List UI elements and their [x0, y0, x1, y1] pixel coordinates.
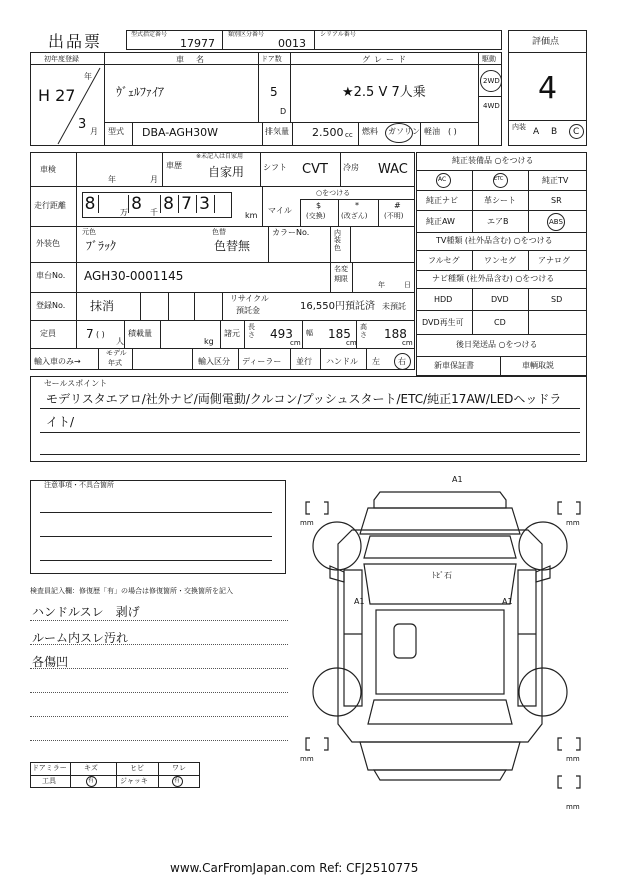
equip-tv: 純正TV: [542, 176, 569, 185]
nav-sd: SD: [551, 295, 563, 304]
mile-label: マイル: [268, 206, 292, 215]
sales-line-2: イト/: [46, 415, 75, 429]
equip-sr: SR: [551, 196, 562, 205]
recycle-value: 16,550円預託済: [300, 301, 375, 312]
recycle-pending: 未預託: [382, 302, 406, 311]
registration-label: 登録No.: [36, 301, 66, 310]
odo-digit-end: [214, 195, 230, 213]
usage-note: ※未記入は自家用: [196, 153, 244, 160]
equip-aw: 純正AW: [426, 217, 455, 226]
handle-right: 右: [398, 357, 406, 366]
name-change-label-1: 名変: [334, 265, 348, 273]
equip-abs: ABS: [549, 218, 563, 226]
first-reg-era: H 27: [38, 86, 76, 105]
mileage-exchange: (交換): [306, 212, 326, 220]
doors-sub: D: [280, 107, 287, 116]
model-code-value: 17977: [180, 37, 215, 50]
first-reg-label: 初年度登録: [44, 55, 79, 63]
length-value: 493: [270, 327, 293, 341]
nav-cd: CD: [494, 318, 506, 327]
tv-analog: アナログ: [538, 256, 570, 265]
ac-value: WAC: [378, 162, 408, 177]
color-change-value: 色替無: [214, 239, 251, 253]
sales-point-box: [30, 376, 587, 462]
first-reg-month-unit: 月: [90, 127, 98, 136]
category-value: 0013: [278, 37, 306, 50]
registration-value: 抹消: [90, 299, 115, 313]
car-name-label: 車名: [176, 55, 216, 64]
recycle-label: リサイクル: [230, 294, 269, 303]
import-division-label: 輸入区分: [198, 357, 230, 366]
displacement-value: 2.500: [312, 126, 344, 139]
import-label: 輸入車のみ→: [34, 357, 81, 366]
model-value: DBA-AGH30W: [142, 126, 219, 139]
first-reg-slash-icon: [56, 66, 104, 146]
odo-digit-1: 8: [84, 194, 96, 214]
capacity-value: 7: [86, 327, 94, 341]
diagram-mm-2: mm: [566, 519, 580, 527]
length-label: 長さ: [248, 323, 255, 339]
mileage-unknown-sym: #: [394, 201, 401, 210]
odo-sen: 千: [150, 208, 158, 217]
exterior-label: 外装色: [36, 239, 60, 248]
odo-digit-5: 3: [196, 195, 212, 213]
name-change-day: 日: [404, 281, 411, 289]
form-title: 出品票: [48, 32, 103, 51]
diagram-mm-3: mm: [300, 755, 314, 763]
equip-leather: 革シート: [484, 196, 516, 205]
drive-4wd: 4WD: [483, 102, 500, 110]
mileage-label: 走行距離: [34, 201, 66, 210]
diagram-a1-front: A1: [452, 475, 463, 484]
sales-label: セールスポイント: [44, 379, 108, 388]
model-label: 型式: [108, 127, 124, 136]
parallel-label: 並行: [296, 357, 312, 366]
nav-dvd: DVD: [491, 295, 509, 304]
height-value: 188: [384, 327, 407, 341]
diesel-paren: ( ): [448, 127, 457, 136]
shift-value: CVT: [302, 162, 328, 177]
nav-hdd: HDD: [434, 295, 453, 304]
inspector-line-2: ルーム内スレ汚れ: [32, 631, 129, 645]
tools-h3: ヒビ: [130, 764, 144, 772]
score-value: 4: [538, 71, 558, 106]
dims-label: 諸元: [224, 329, 240, 338]
name-change-year: 年: [378, 281, 385, 289]
nav-dvd-play: DVD再生可: [422, 318, 464, 327]
tools-h4: ワレ: [172, 764, 186, 772]
sales-line-1: モデリスタエアロ/社外ナビ/両側電動/クルコン/プッシュスタート/ETC/純正17AW/LEDヘッドラ: [46, 392, 562, 406]
equip-ac: AC: [438, 176, 447, 183]
mileage-exchange-sym: $: [316, 201, 322, 210]
tools-h1: ドアミラー: [32, 764, 67, 772]
usage-value: 自家用: [208, 165, 245, 179]
fuel-value: ガソリン: [388, 127, 420, 136]
equip-etc: ETC: [494, 176, 504, 182]
usage-label: 車歴: [166, 161, 182, 170]
fuel-label: 燃料: [362, 127, 378, 136]
load-kg: kg: [204, 337, 214, 346]
odo-digit-blank: [98, 195, 114, 213]
mileage-unknown: (不明): [384, 212, 404, 220]
height-cm: cm: [402, 339, 413, 347]
std-equip-title: 純正装備品 ○をつける: [452, 156, 534, 165]
model-code-label: 型式指定番号: [131, 31, 168, 38]
shift-label: シフト: [263, 163, 287, 172]
equip-airbag: エアB: [487, 217, 509, 226]
grade-label: グレード: [362, 55, 410, 64]
serial-label: シリアル番号: [320, 31, 356, 38]
width-value: 185: [328, 327, 351, 341]
score-label: 評価点: [532, 37, 560, 47]
model-year-label-2: 年式: [108, 359, 122, 367]
interior-label: 内装: [512, 123, 526, 131]
capacity-person: 人: [116, 337, 124, 346]
handle-right-circle-icon: [394, 353, 411, 370]
footer-ref: www.CarFromJapan.com Ref: CFJ2510775: [170, 861, 419, 875]
car-name-value: ｳﾞｪﾙﾌｧｲｱ: [116, 85, 165, 99]
displacement-unit: cc: [345, 131, 353, 139]
notes-label: 注意事項・不具合箇所: [44, 481, 114, 489]
tools-r1: 工具: [42, 777, 56, 785]
chassis-label: 車台No.: [36, 271, 66, 280]
interior-a: A: [533, 127, 540, 137]
interior-c: C: [573, 127, 580, 137]
interior-b: B: [551, 127, 558, 137]
diagram-mm-1: mm: [300, 519, 314, 527]
doors-value: 5: [270, 85, 278, 99]
handle-label: ハンドル: [326, 357, 358, 366]
name-change-label-2: 期限: [334, 275, 348, 283]
tools-r4: 有: [174, 777, 181, 784]
handle-left: 左: [372, 357, 380, 366]
color-no-label: カラーNo.: [272, 228, 310, 237]
odo-digit-3: 8: [160, 195, 176, 213]
diagram-mm-5: mm: [566, 803, 580, 811]
interior-c-circle-icon: [569, 124, 584, 139]
nav-type-title: ナビ種類 (社外品含む) ○をつける: [432, 274, 555, 283]
drive-label: 駆動: [482, 55, 496, 63]
mileage-tamper-sym: *: [355, 201, 359, 210]
recycle-label-2: 預託金: [236, 306, 260, 315]
tools-r2: 有: [88, 777, 95, 784]
odo-digit-4: 7: [178, 195, 194, 213]
tv-oneseg: ワンセグ: [484, 256, 516, 265]
tools-r3: ジャッキ: [120, 777, 148, 785]
height-label: 高さ: [360, 323, 367, 339]
category-label: 類別区分番号: [228, 31, 265, 38]
dealer-label: ディーラー: [242, 357, 282, 366]
odo-digit-2: 8: [128, 195, 144, 213]
inspection-label: 車検: [40, 165, 56, 174]
tv-type-title: TV種類 (社外品含む) ○をつける: [436, 236, 553, 245]
inspection-month: 月: [150, 175, 158, 184]
diagram-a1-left: A1: [354, 597, 365, 606]
drive-2wd: 2WD: [483, 77, 500, 85]
diesel-label: 軽油: [424, 127, 440, 136]
ac-label: 冷房: [343, 163, 359, 172]
equip-navi: 純正ナビ: [426, 196, 458, 205]
inspector-label: 検査員記入欄：修復歴「有」の場合は修復箇所・交換箇所を記入: [30, 587, 233, 595]
mileage-unit: km: [245, 211, 258, 220]
orig-color-label: 元色: [82, 228, 96, 236]
later-manual: 車輌取説: [522, 361, 554, 370]
capacity-paren: ( ): [96, 330, 105, 339]
doors-label: ドア数: [261, 55, 282, 63]
odo-man: 万: [120, 208, 128, 217]
diagram-mm-4: mm: [566, 755, 580, 763]
car-diagram: [290, 474, 590, 814]
first-reg-month: 3: [78, 117, 87, 132]
diagram-a1-right: A1: [502, 597, 513, 606]
inspector-line-1: ハンドルスレ 剥げ: [32, 605, 140, 619]
mileage-notice: ○をつける: [316, 189, 351, 197]
model-year-label-1: モデル: [106, 349, 127, 357]
load-label: 積載量: [128, 329, 152, 338]
chassis-value: AGH30-0001145: [84, 269, 184, 283]
mileage-tampered: (改ざん): [341, 212, 368, 220]
grade-value: ★2.5 V 7人乗: [342, 85, 426, 100]
width-cm: cm: [346, 339, 357, 347]
later-title: 後日発送品 ○をつける: [456, 340, 538, 349]
length-cm: cm: [290, 339, 301, 347]
tools-h2: キズ: [84, 764, 98, 772]
interior-color-label: 内装色: [334, 229, 341, 252]
color-change-label: 色替: [212, 228, 226, 236]
inspector-line-3: 各傷凹: [32, 655, 69, 669]
capacity-label: 定員: [40, 329, 56, 338]
tv-fullseg: フルセグ: [428, 256, 460, 265]
orig-color-value: ﾌﾞﾗｯｸ: [86, 239, 117, 253]
displacement-label: 排気量: [265, 127, 289, 136]
later-warranty: 新車保証書: [434, 361, 474, 370]
first-reg-year-unit: 年: [84, 72, 92, 81]
inspection-year: 年: [108, 175, 116, 184]
diagram-windshield: ﾄﾋﾞ石: [432, 571, 452, 580]
width-label: 幅: [306, 329, 313, 337]
fuel-gasoline-circle-icon: [385, 123, 413, 143]
